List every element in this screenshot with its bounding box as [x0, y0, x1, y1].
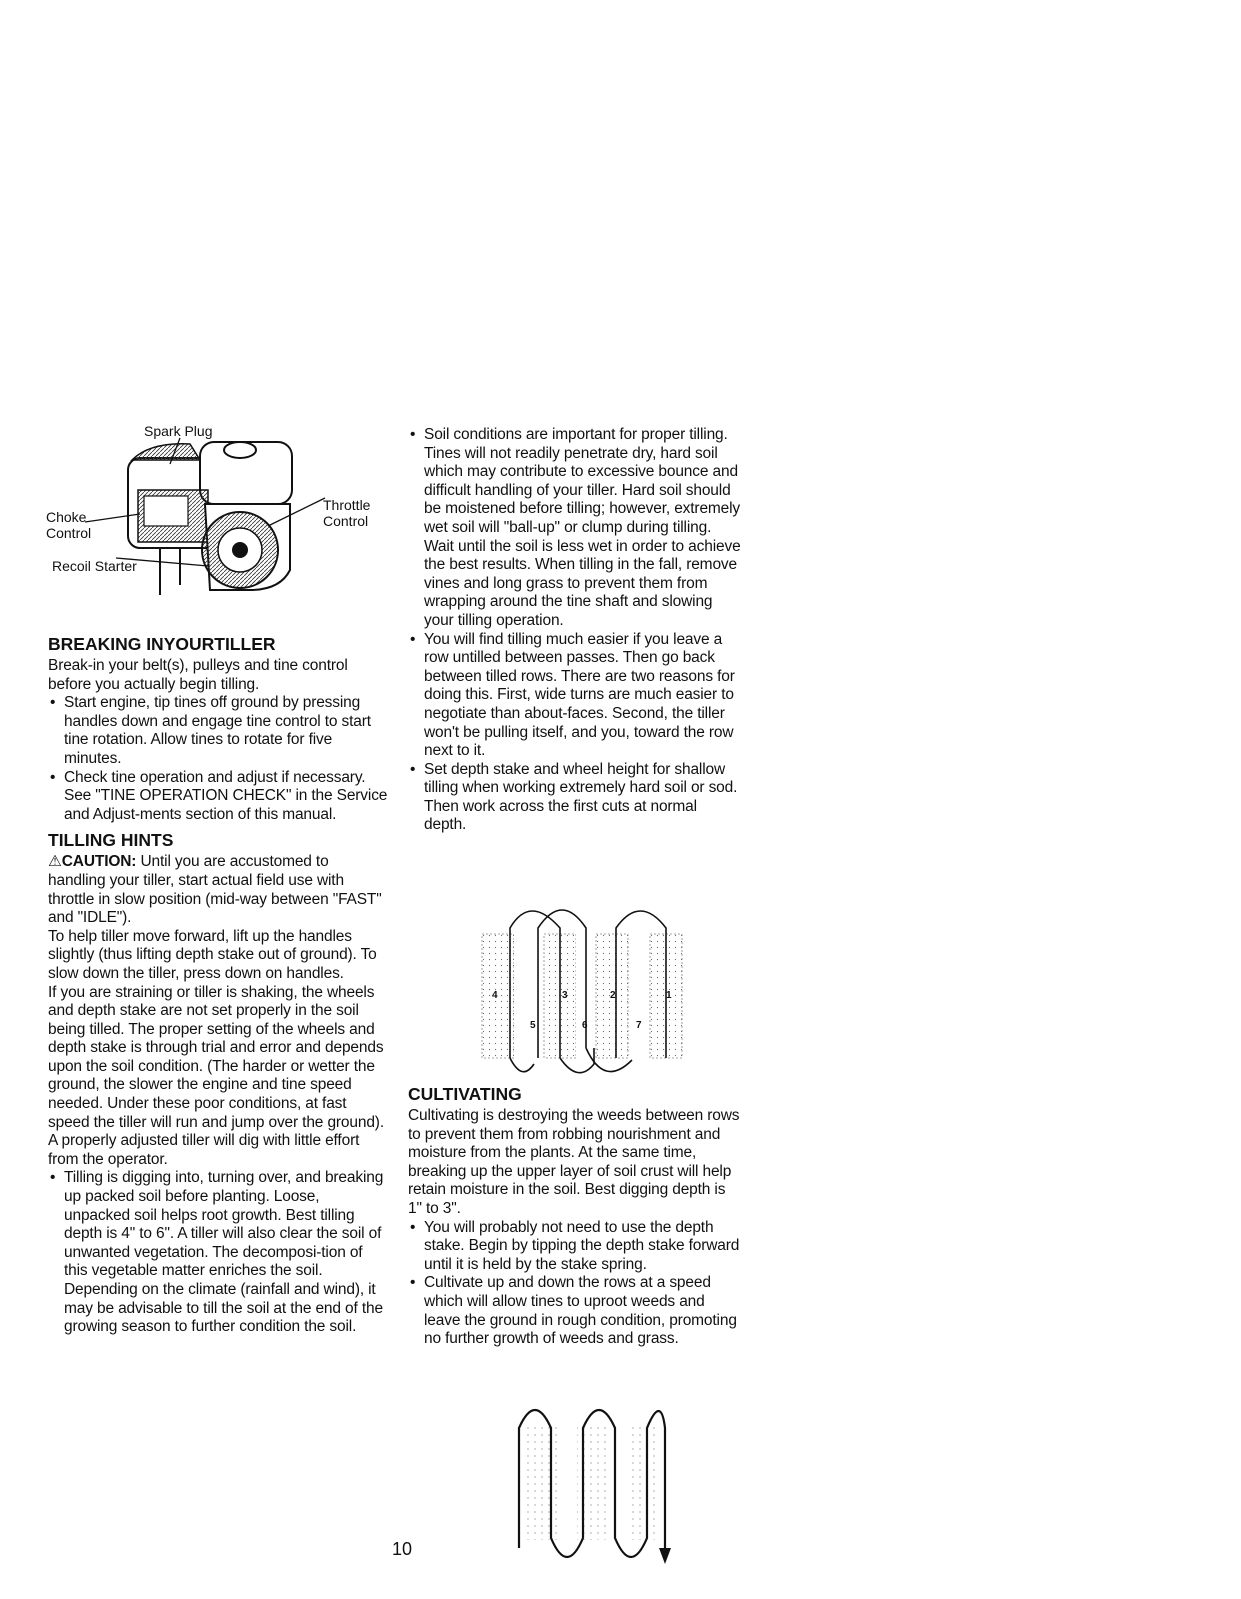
list-item: • Check tine operation and adjust if necessary. See "TINE OPERATION CHECK" in the Service and Adjust-ments section of this manual.: [48, 769, 388, 825]
row-pattern-diagram: [470, 898, 690, 1088]
recoil-starter-label: Recoil Starter: [52, 558, 137, 574]
caution-text: Until you are accustomed to handling your tiller, start actual field use with throttle in slow position (mid-way between "FAST" and "IDLE").: [48, 853, 382, 927]
row-number: 2: [610, 990, 616, 1001]
right-column-top: [408, 426, 743, 835]
list-item: • You will probably not need to use the depth stake. Begin by tipping the depth stake forward until it is held by the stake spring.: [408, 1219, 743, 1275]
row-number: 6: [582, 1020, 588, 1031]
cultivating-intro: Cultivating is destroying the weeds between rows to prevent them from robbing nourishment and moisture from the plants. At the same time, breaking up the upper layer of soil crust will help retain moisture in the soil. Best digging depth is 1" to 3".: [408, 1107, 740, 1217]
right-column-bottom: [408, 1082, 743, 1349]
throttle-label-line2: Control: [323, 513, 369, 529]
caution-paragraph: [48, 853, 388, 927]
cultivating-bullets: [408, 1219, 743, 1349]
engine-figure: [40, 420, 390, 640]
choke-label-line1: Choke: [46, 509, 87, 525]
tilling-heading: TILLING HINTS: [48, 830, 174, 851]
tilling-paragraph-1: To help tiller move forward, lift up the handles slightly (thus lifting depth stake out of ground). To slow down the tiller, press down on handles.: [48, 927, 377, 982]
list-item: • You will find tilling much easier if you leave a row untilled between passes. Then go back between tilled rows. There are two reasons for doing this. First, wide turns are much easier to negotiate than about-faces. Second, the tiller won't be pulling itself, and you, toward the row next to it.: [408, 631, 743, 761]
row-number: 4: [492, 990, 498, 1001]
page-number: 10: [392, 1539, 413, 1559]
breaking-intro: Break-in your belt(s), pulleys and tine control before you actually begin tilling.: [48, 657, 348, 693]
list-item: • Cultivate up and down the rows at a speed which will allow tines to uproot weeds and leave the ground in rough condition, promoting no further growth of weeds and grass.: [408, 1274, 743, 1348]
spark-plug-label: Spark Plug: [144, 423, 213, 439]
caution-label: CAUTION:: [61, 853, 137, 871]
tilling-paragraph-3: A properly adjusted tiller will dig with little effort from the operator.: [48, 1132, 360, 1168]
list-item: • Tilling is digging into, turning over, and breaking up packed soil before planting. Loose, unpacked soil helps root growth. Best tilling depth is 4" to 6". A tiller will also clear the soil of unwanted vegetation. The decomposi-tion of this vegetable matter enriches the soil. Depending on the climate (rainfall and wind), it may be advisable to till the soil at the end of the growing season to further condition the soil.: [48, 1169, 388, 1336]
row-pattern-figure: [470, 898, 690, 1088]
cultivating-heading: CULTIVATING: [408, 1084, 522, 1104]
row-number: 7: [636, 1020, 642, 1031]
cultivating-path-diagram: [505, 1398, 685, 1568]
tilling-bullets-left: [48, 1169, 388, 1336]
choke-label-line2: Control: [46, 525, 92, 541]
list-item: • Set depth stake and wheel height for shallow tilling when working extremely hard soil or sod. Then work across the first cuts at normal depth.: [408, 761, 743, 835]
engine-illustration: [40, 420, 390, 640]
list-item: • Start engine, tip tines off ground by pressing handles down and engage tine control to start tine rotation. Allow tines to rotate for five minutes.: [48, 694, 388, 768]
row-number: 1: [666, 990, 672, 1001]
tilling-paragraph-2: If you are straining or tiller is shaking, the wheels and depth stake are not set properly in the soil being tilled. The proper setting of the wheels and depth stake is through trial and error and depends upon the soil condition. (The harder or wetter the ground, the slower the engine and tine speed needed. Under these poor conditions, at fast speed the tiller will run and jump over the ground).: [48, 983, 384, 1131]
throttle-label-line1: Throttle: [323, 497, 371, 513]
breaking-bullets: [48, 694, 388, 824]
list-item: • Soil conditions are important for proper tilling. Tines will not readily penetrate dry, hard soil which may contribute to excessive bounce and difficult handling of your tiller. Hard soil should be moistened before tilling; however, extremely wet soil will "ball-up" or clump during tilling. Wait until the soil is less wet in order to achieve the best results. When tilling in the fall, remove vines and long grass to prevent them from wrapping around the tine shaft and slowing your tilling operation.: [408, 426, 743, 631]
row-number: 5: [530, 1020, 536, 1031]
warning-icon: ⚠: [48, 853, 62, 871]
row-number: 3: [562, 990, 568, 1001]
left-column: [48, 632, 388, 1337]
cultivating-figure: [505, 1398, 685, 1568]
tilling-bullets-right: [408, 426, 743, 835]
breaking-heading: BREAKING INYOURTILLER: [48, 634, 276, 654]
